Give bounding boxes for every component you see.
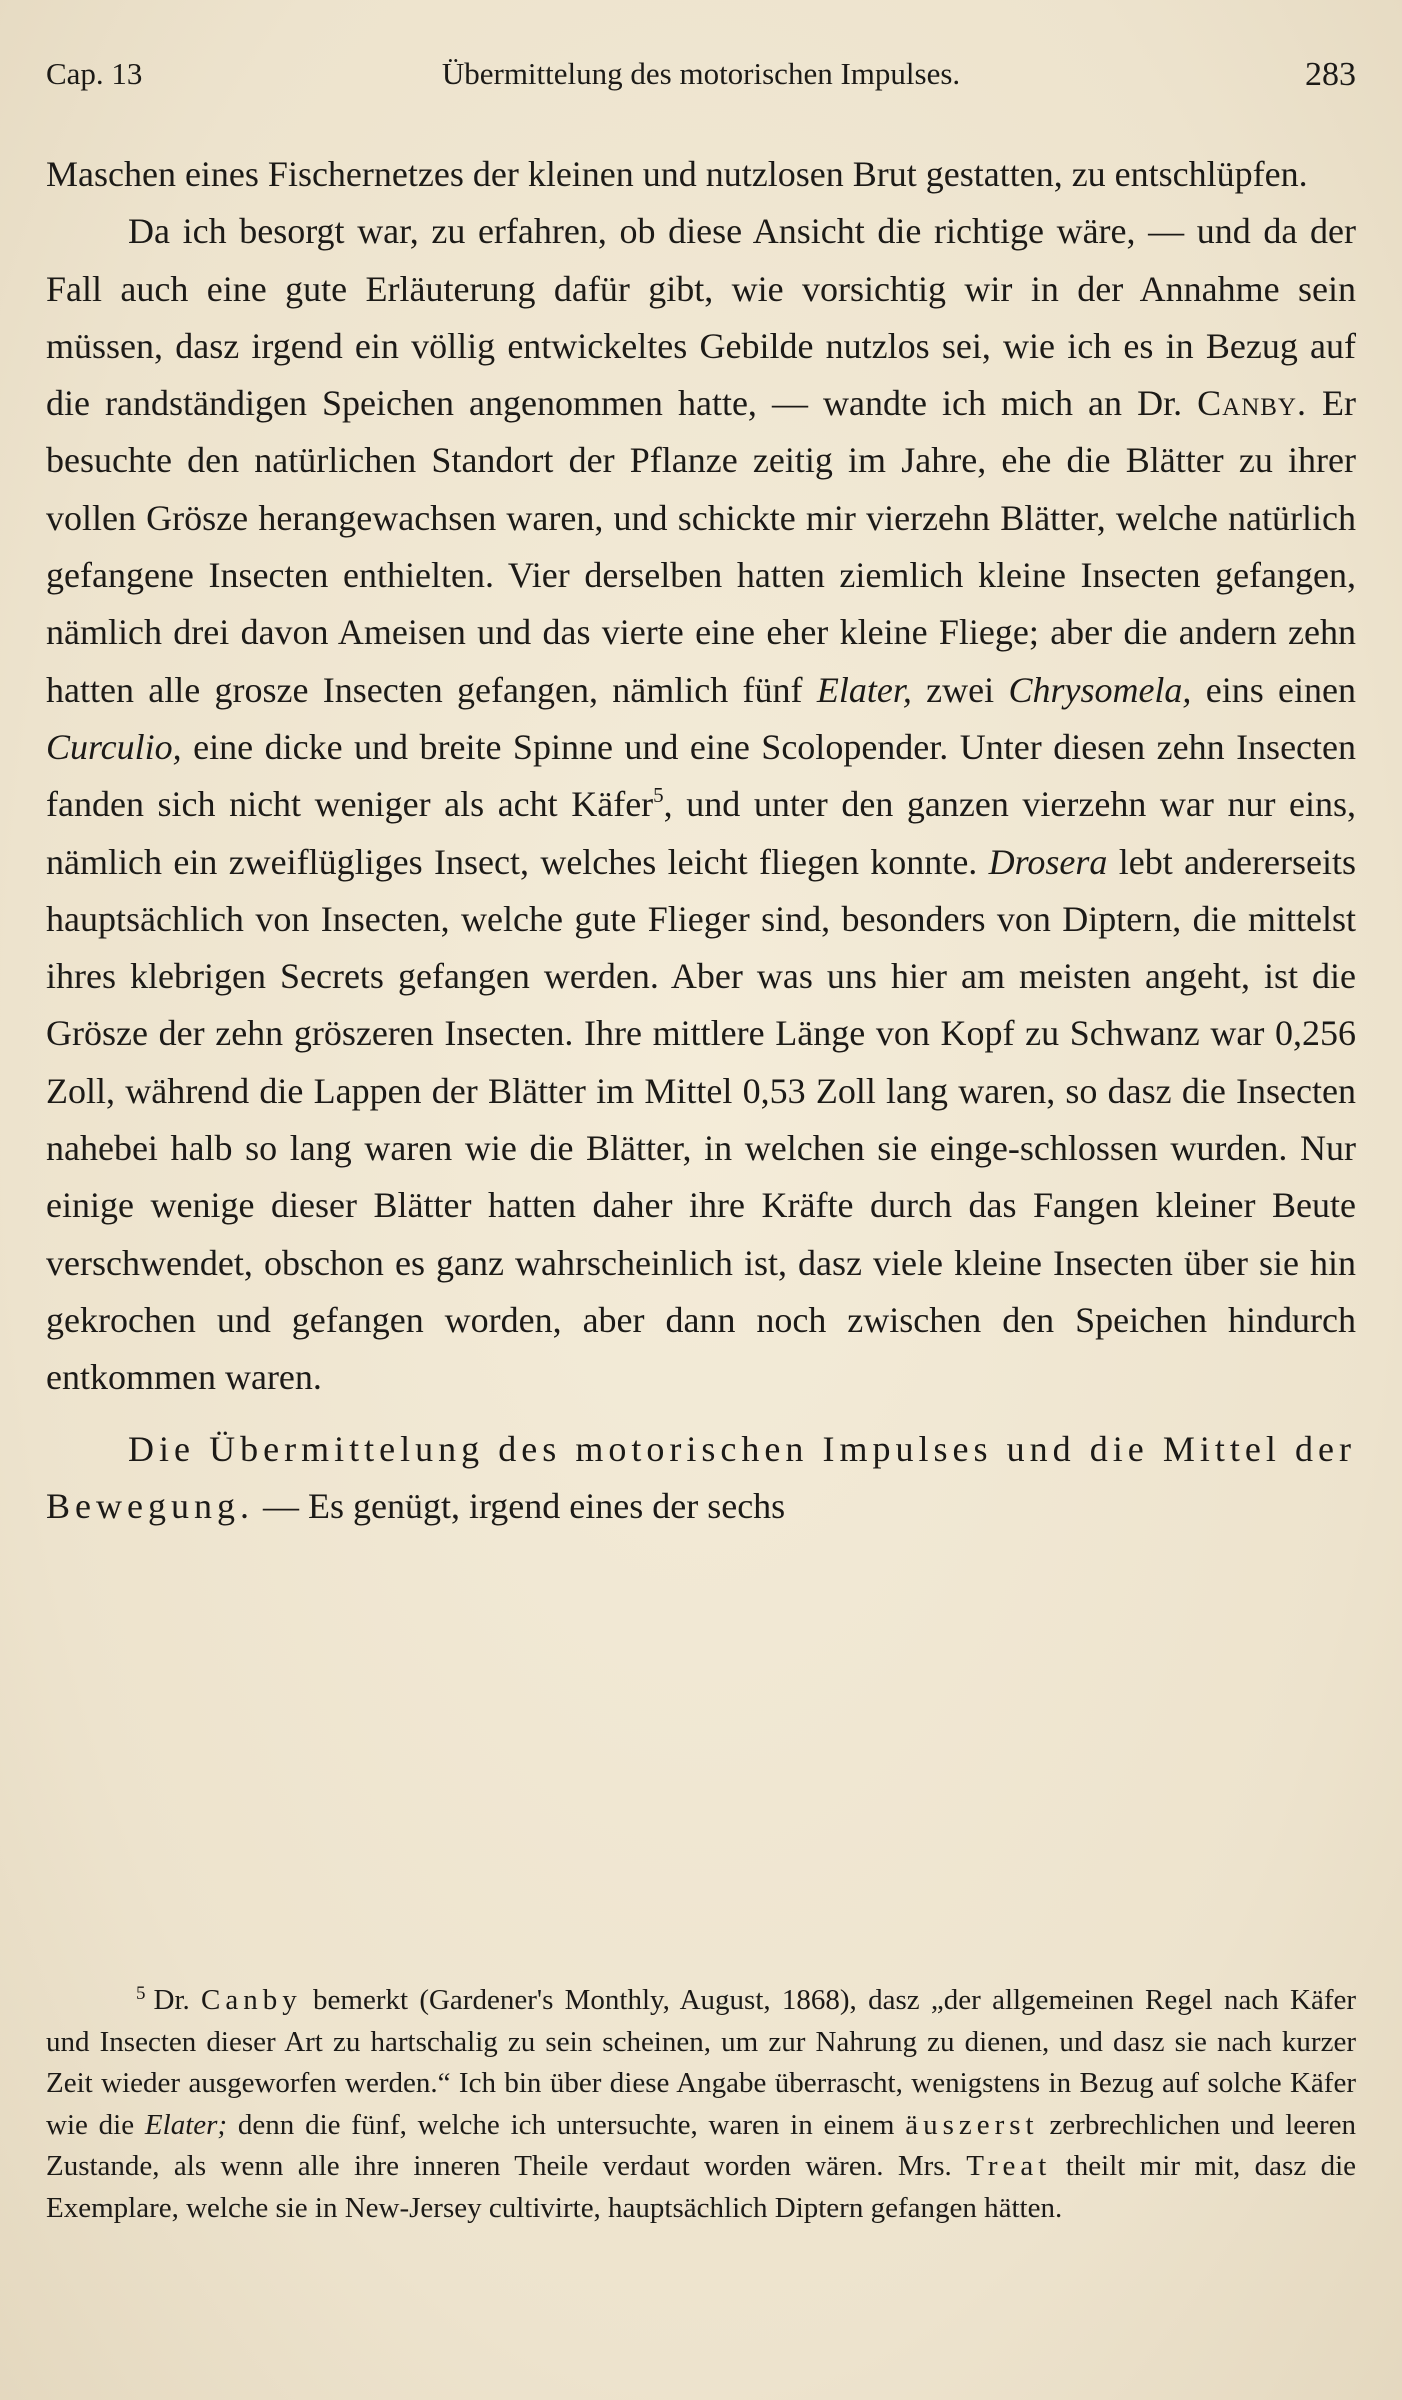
text-run: denn die fünf, welche ich untersuchte, waren in einem [237,2108,895,2141]
text-run: , und unter den ganzen vierzehn war nur eins, nämlich ein zweiflügliges Insect, welches leicht fliegen konnte. [46,784,1356,882]
author-name: Canby [201,1984,302,2016]
author-name: Treat [966,2150,1052,2183]
genus-name: Elater; [144,2108,228,2141]
footnote-reference: 5 [653,783,664,808]
page-number: 283 [1305,56,1356,93]
genus-name: Chrysomela, [1008,669,1192,710]
text-run: Er besuchte den natürlichen Standort der Pflanze zeitig im Jahre, ehe die Blätter zu ihrer vollen Grösze herangewachsen waren, und schickte mir vierzehn Blätter, welche natürlich gefangene Insecten enthielten. Vier derselben hatten ziemlich kleine Insecten gefangen, nämlich drei davon Ameisen und das vierte eine eher kleine Fliege; aber die andern zehn hatten alle grosze Insecten gefangen, nämlich fünf [46,383,1357,710]
main-text [46,146,1356,1535]
paragraph-continuation: Maschen eines Fischernetzes der kleinen und nutzlosen Brut gestatten, zu entschlüpfen. [46,154,1308,194]
chapter-label: Cap. 13 [46,56,143,91]
genus-name: Drosera [988,841,1108,882]
text-run: zerbrechlichen und leeren Zustande, als wenn alle ihre inneren Theile verdaut worden wären. Mrs. [46,2108,1357,2183]
text-run: — Es genügt, irgend eines der sechs [262,1485,786,1526]
text-run: lebt andererseits hauptsächlich von Insecten, welche gute Flieger sind, besonders von Diptern, die mittelst ihres klebrigen Secrets gefangen werden. Aber was uns hier am meisten angeht, ist die Grösze der zehn gröszeren Insecten. Ihre mittlere Länge von Kopf zu Schwanz war 0,256 Zoll, während die Lappen der Blätter im Mittel 0,53 Zoll lang waren, so dasz die Insecten nahebei halb so lang waren wie die Blätter, in welchen sie einge-schlossen wurden. Nur einige wenige dieser Blätter hatten daher ihre Kräfte durch das Fangen kleiner Beute verschwendet, obschon es ganz wahrscheinlich ist, dasz viele kleine Insecten über sie hin gekrochen und gefangen worden, aber dann noch zwischen den Speichen hindurch entkommen waren. [46,841,1356,1398]
paragraph-canby-observations [46,203,1356,1406]
running-title: Übermittelung des motorischen Impulses. [441,56,961,91]
text-run: eine dicke und breite Spinne und eine Scolopender. Unter diesen zehn Insecten fanden sich nicht weniger als acht Käfer [46,726,1357,825]
running-head [46,56,1356,106]
genus-name: Elater, [816,669,912,710]
text-run: Dr. [153,1984,190,2016]
text-run: theilt mir mit, dasz die Exemplare, welche sie in New-Jersey cultivirte, hauptsächlich Diptern gefangen hätten. [46,2150,1357,2224]
footnotes [46,1980,1356,2230]
emphasized-word: äuszerst [905,2108,1039,2141]
text-run: bemerkt (Gardener's Monthly, August, 1868), dasz „der allgemeinen Regel nach Käfer und Insecten dieser Art zu hartschalig zu sein scheinen, um zur Nahrung zu dienen, und dasz sie nach kurzer Zeit wieder ausgeworfen werden.“ Ich bin über diese Angabe überrascht, wenigstens in Bezug auf solche Käfer wie die [46,1984,1356,2141]
author-name: Canby. [1197,383,1307,424]
paragraph-section-start [46,1421,1356,1536]
text-run: zwei [926,669,995,710]
footnote-5 [46,1980,1356,2230]
section-heading: Die Übermittelung des motorischen Impulses und die Mittel der Bewegung. [46,1428,1356,1526]
genus-name: Curculio, [46,726,182,767]
text-run: Da ich besorgt war, zu erfahren, ob diese Ansicht die richtige wäre, — und da der Fall auch eine gute Erläuterung dafür gibt, wie vorsichtig wir in der Annahme sein müssen, dasz irgend ein völlig entwickeltes Gebilde nutzlos sei, wie ich es in Bezug auf die randständigen Speichen angenommen hatte, — wandte ich mich an Dr. [46,211,1356,424]
footnote-mark: 5 [136,1983,146,2004]
text-run: eins einen [1205,669,1357,710]
